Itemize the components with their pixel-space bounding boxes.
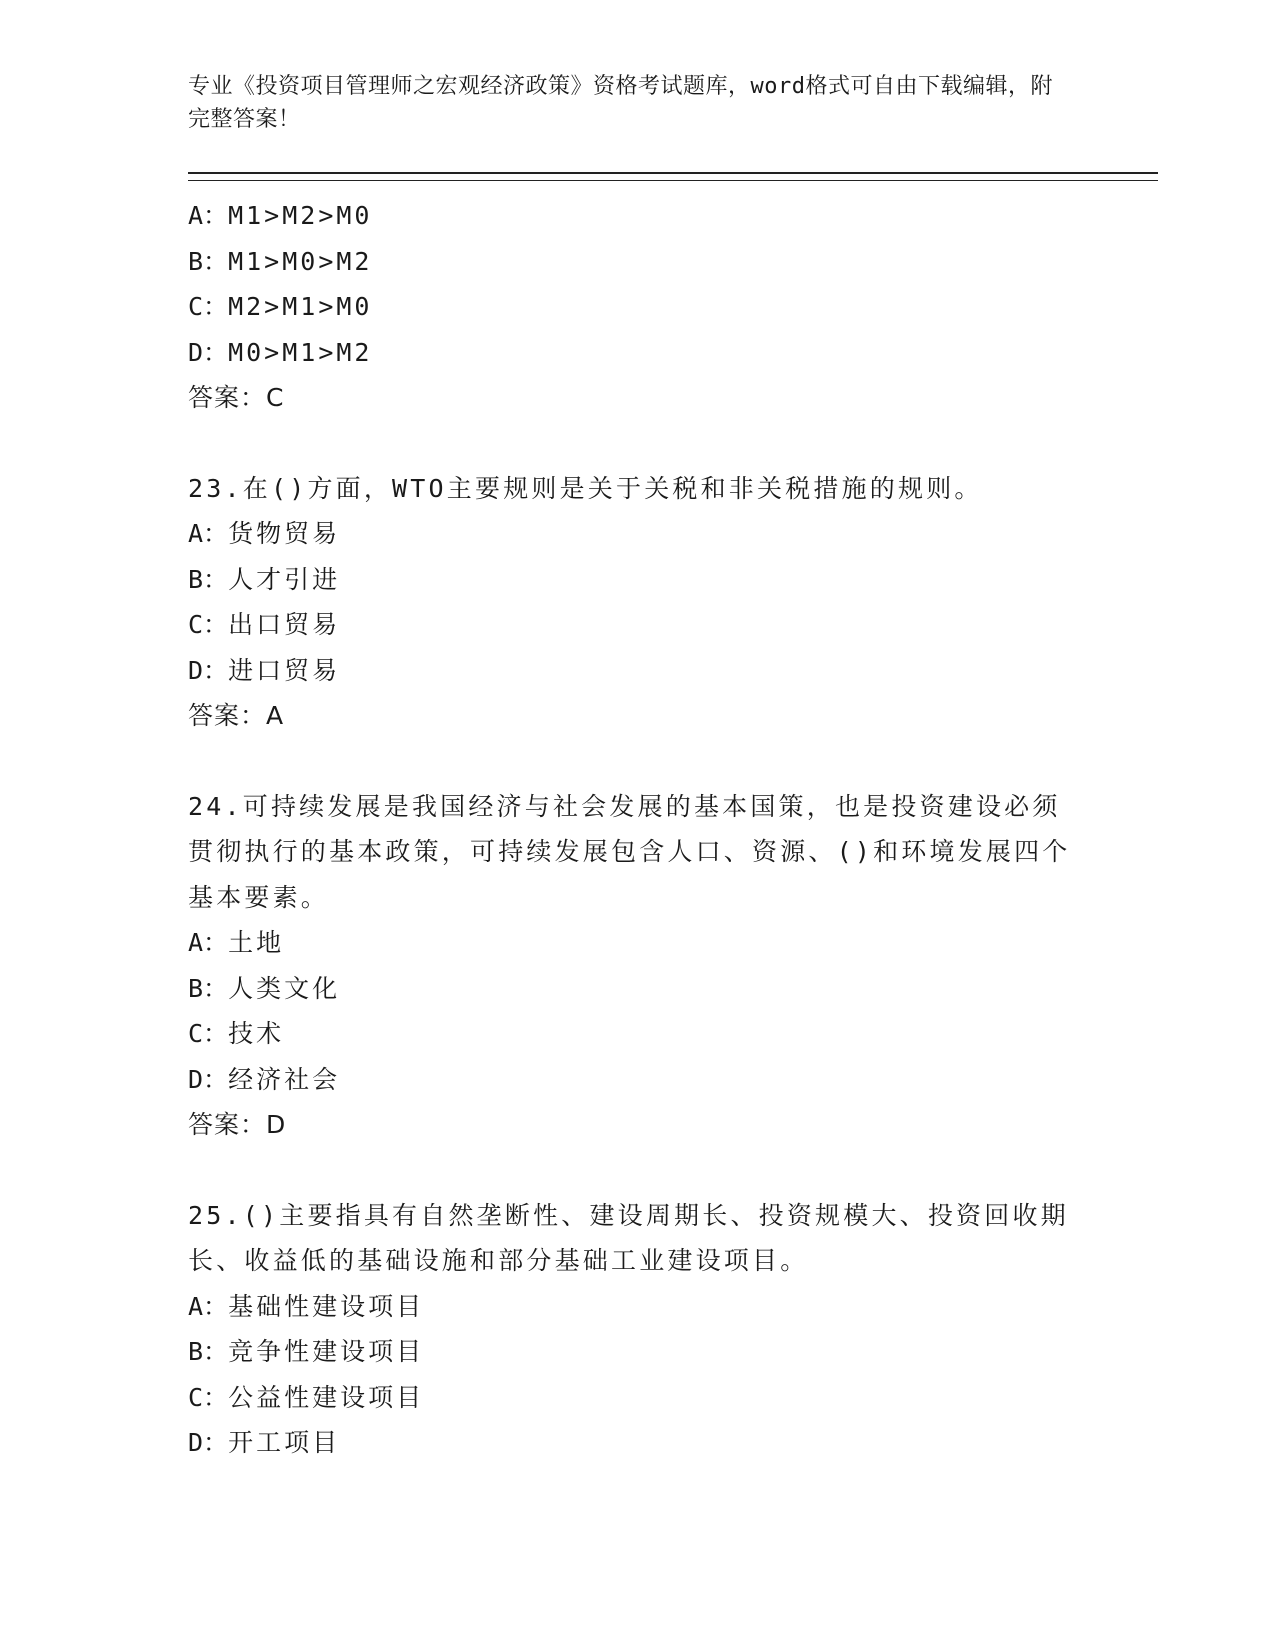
option-label: A： bbox=[188, 928, 229, 957]
option-label: C： bbox=[188, 610, 229, 639]
option-a bbox=[188, 920, 1088, 966]
option-d bbox=[188, 1420, 1088, 1466]
option-text: 竞争性建设项目 bbox=[228, 1337, 425, 1366]
option-label: C： bbox=[188, 1382, 229, 1412]
option-label: B： bbox=[188, 564, 229, 594]
option-text: 开工项目 bbox=[228, 1428, 341, 1457]
option-text: 基础性建设项目 bbox=[228, 1291, 425, 1321]
option-b bbox=[188, 239, 1158, 285]
option-text: M2>M1>M0 bbox=[228, 292, 373, 321]
option-text: 人才引进 bbox=[228, 564, 341, 594]
option-c bbox=[188, 602, 1088, 648]
option-c bbox=[188, 284, 1158, 330]
option-text: 公益性建设项目 bbox=[228, 1382, 425, 1412]
option-label: D： bbox=[188, 1428, 229, 1457]
option-label: B： bbox=[188, 246, 229, 276]
option-label: B： bbox=[188, 973, 229, 1003]
option-d bbox=[188, 648, 1088, 694]
option-d bbox=[188, 1057, 1088, 1103]
option-label: B： bbox=[188, 1337, 229, 1366]
option-label: D： bbox=[188, 655, 229, 685]
option-text: 技术 bbox=[228, 1019, 285, 1048]
option-text: M0>M1>M2 bbox=[228, 337, 373, 367]
question-stem: 25.()主要指具有自然垄断性、建设周期长、投资规模大、投资回收期长、收益低的基础设施和部分基础工业建设项目。 bbox=[188, 1200, 1069, 1275]
option-text: M1>M2>M0 bbox=[228, 201, 373, 230]
option-b bbox=[188, 966, 1088, 1012]
answer-line: 答案：C bbox=[188, 383, 285, 412]
option-text: 货物贸易 bbox=[228, 519, 341, 548]
option-a bbox=[188, 511, 1088, 557]
question-22 bbox=[188, 193, 1158, 421]
option-text: M1>M0>M2 bbox=[228, 246, 373, 276]
option-label: A： bbox=[188, 1291, 229, 1321]
option-a bbox=[188, 193, 1158, 239]
option-text: 进口贸易 bbox=[228, 655, 341, 685]
question-25 bbox=[188, 1193, 1088, 1466]
option-d bbox=[188, 330, 1158, 376]
question-stem: 24.可持续发展是我国经济与社会发展的基本国策，也是投资建设必须贯彻执行的基本政策，可持续发展包含人口、资源、()和环境发展四个基本要素。 bbox=[188, 791, 1071, 912]
option-text: 经济社会 bbox=[228, 1064, 341, 1094]
option-c bbox=[188, 1011, 1088, 1057]
question-stem: 23.在()方面，WTO主要规则是关于关税和非关税措施的规则。 bbox=[188, 473, 983, 503]
option-text: 人类文化 bbox=[228, 973, 341, 1003]
question-23 bbox=[188, 466, 1088, 739]
option-label: A： bbox=[188, 519, 229, 548]
document-page bbox=[188, 70, 1158, 1466]
answer-line: 答案：A bbox=[188, 701, 285, 730]
option-label: A： bbox=[188, 201, 229, 230]
header-divider bbox=[188, 172, 1158, 181]
option-b bbox=[188, 557, 1088, 603]
option-c bbox=[188, 1375, 1088, 1421]
option-label: C： bbox=[188, 292, 229, 321]
document-header: 专业《投资项目管理师之宏观经济政策》资格考试题库，word格式可自由下载编辑，附完整答案！ bbox=[188, 74, 1053, 132]
option-a bbox=[188, 1284, 1088, 1330]
option-b bbox=[188, 1329, 1088, 1375]
option-label: C： bbox=[188, 1019, 229, 1048]
option-label: D： bbox=[188, 1064, 229, 1094]
answer-line: 答案：D bbox=[188, 1110, 287, 1139]
option-text: 土地 bbox=[228, 928, 285, 957]
option-text: 出口贸易 bbox=[228, 610, 341, 639]
question-24 bbox=[188, 784, 1088, 1148]
option-label: D： bbox=[188, 337, 229, 367]
